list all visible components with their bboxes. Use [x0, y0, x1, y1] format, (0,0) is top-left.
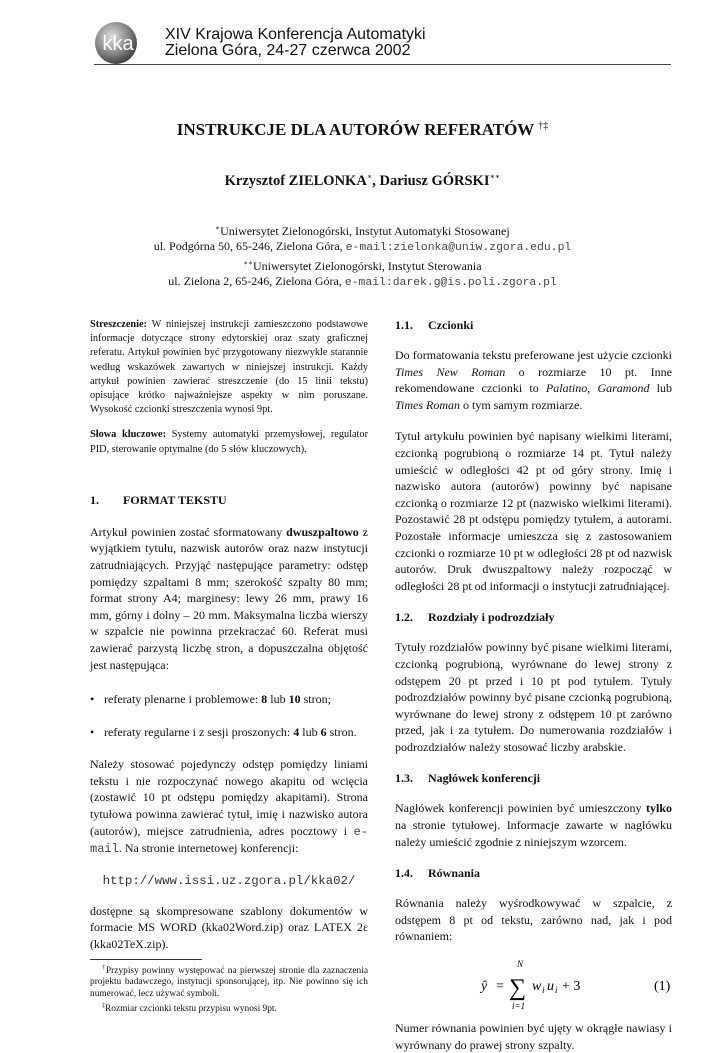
right-column: [395, 316, 672, 1053]
equation-term-w: w: [532, 979, 542, 995]
footnote-2: ‡Rozmiar czcionki tekstu przypisu wynosi 9pt.: [102, 1002, 277, 1014]
subsection-1-1-paragraph-2: Tytuł artykułu powinien być napisany wielkimi literami, czcionką pogrubioną o rozmiarze 14 pt. Tytuł należy umieścić w odległości 42 pt od góry strony. Imię i nazwisko autora (autorów) powinny być napisane czcionką o rozmiarze 12 pt (nazwisko wielkimi literami). Pozostawić 28 pt odstępu pomiędzy tytułem, a autorami. Pozostałe informacje umieszcza się z zastosowaniem czcionki o rozmiarze 10 pt w odległości 28 pt od nazwisk autorów. Druk dwuszpaltowy należy rozpocząć w odległości 28 pt od informacji o instytucji zatrudniającej.: [395, 429, 672, 593]
list-item: • referaty regularne i z sesji proszonych: 4 lub 6 stron.: [90, 725, 357, 740]
conference-location-date: Zielona Góra, 24-27 czerwca 2002: [165, 42, 411, 59]
section-1-paragraph-1: Artykuł powinien zostać sformatowany dwuszpaltowo z wyjątkiem tytułu, nazwisk autorów oraz nazw instytucji zatrudniających. Przyjąć następujące parametry: odstęp pomiędzy szpaltami 8 mm; szerokość szpalty 80 mm; format strony A4; marginesy: lewy 26 mm, prawy 16 mm, górny i dolny – 20 mm. Maksymalna liczba wierszy w szpalcie nie powinna przekraczać 60. Referat musi zawierać parzystą liczbę stron, a dopuszczalna objętość jest następująca:: [90, 524, 368, 672]
subsection-1-3-paragraph: Nagłówek konferencji powinien być umieszczony tylko na stronie tytułowej. Informacje zawarte w nagłówku należy umieścić zgodnie z niniejszym wzorcem.: [395, 801, 672, 849]
paper-title: [0, 120, 725, 140]
abstract: [90, 318, 368, 417]
affiliation-2: [0, 259, 725, 289]
bullet-icon: •: [90, 725, 95, 740]
footnote-1: †Przypisy powinny występować na pierwszej stronie dla zaznaczenia projektu badawczego, instytucji sponsorującej, itp. Nie powinno się ich numerować, lecz używać symboli.: [90, 964, 368, 1000]
emphasis-bold: dwuszpaltowo: [286, 524, 359, 539]
affiliation-1-institute: Uniwersytet Zielonogórski, Instytut Automatyki Stosowanej: [220, 224, 510, 238]
keywords-text: Systemy automatyki przemysłowej, regulator PID, sterowanie optymalne (do 5 słów kluczowych).: [90, 429, 368, 455]
author-1-mark: ∗: [366, 172, 373, 181]
abstract-label: Streszczenie:: [90, 319, 147, 330]
title-text: INSTRUKCJE DLA AUTORÓW REFERATÓW: [176, 120, 534, 139]
affiliation-2-address: ul. Zielona 2, 65-246, Zielona Góra,: [168, 274, 345, 288]
affiliation-1-mark: ∗: [215, 224, 221, 232]
section-1-paragraph-2: Należy stosować pojedynczy odstęp pomiędzy liniami tekstu i nie rozpoczynać nowego akapitu od wcięcia (zostawić 10 pt odstępu pomiędzy akapitami). Strona tytułowa powinna zawierać tytuł, imię i nazwisko autora (autorów), miejsce zatrudnienia, adres pocztowy i e-mail. Na stronie internetowej konferencji:: [90, 757, 368, 857]
sum-icon: ∑: [509, 975, 527, 1002]
sum-lower-limit: i=1: [512, 1001, 526, 1012]
affiliation-1: [0, 224, 725, 254]
author-1: Krzysztof ZIELONKA: [224, 172, 367, 189]
section-1-paragraph-3: dostępne są skompresowane szablony dokumentów w formacie MS WORD (kka02Word.zip) oraz LATEX 2ε (kka02TeX.zip).: [90, 903, 368, 951]
subsection-1-3-heading: 1.3. Nagłówek konferencji: [395, 771, 541, 786]
author-2: Dariusz GÓRSKI: [379, 172, 490, 189]
keywords-label: Słowa kluczowe:: [90, 429, 167, 441]
footnote-rule: [90, 959, 202, 960]
conference-url[interactable]: http://www.issi.uz.zgora.pl/kka02/: [102, 873, 356, 888]
affiliation-2-institute: Uniwersytet Zielonogórski, Instytut Sterowania: [252, 259, 482, 273]
section-1-heading: [90, 493, 368, 508]
equation-lhs: ŷ: [481, 979, 488, 995]
section-1-number: 1.: [90, 492, 99, 507]
subsection-1-4-paragraph-1: Równania należy wyśrodkowywać w szpalcie, z odstępem 8 pt od tekstu, zarówno nad, jak i pod równaniem:: [395, 896, 672, 944]
equation-number: (1): [654, 979, 671, 995]
list-item: • referaty plenarne i problemowe: 8 lub 10 stron;: [90, 692, 331, 707]
conference-logo: [94, 20, 142, 66]
bullet-icon: •: [90, 692, 95, 707]
conference-name: XIV Krajowa Konferencja Automatyki: [165, 26, 426, 43]
affiliation-1-address: ul. Podgórna 50, 65-246, Zielona Góra,: [153, 239, 346, 253]
keywords: [90, 428, 368, 456]
subsection-1-4-paragraph-2: Numer równania powinien być ujęty w okrągłe nawiasy i wyrównany do prawej strony szpalty.: [395, 1021, 672, 1052]
author-separator: ,: [372, 172, 380, 189]
title-footnote-marks: †‡: [538, 120, 549, 132]
sum-upper-limit: N: [517, 959, 524, 970]
header-rule: [94, 64, 671, 65]
bullet-list: [90, 691, 368, 740]
logo-text: kka: [102, 33, 134, 55]
email-word: e-mail: [90, 824, 368, 857]
equation-equals: =: [496, 979, 504, 995]
affiliation-2-mark: ∗∗: [243, 259, 253, 267]
subsection-1-1-heading: 1.1. Czcionki: [395, 318, 474, 332]
subsection-1-2-paragraph: Tytuły rozdziałów powinny być pisane wielkimi literami, czcionką pogrubioną, wyrównane do lewej strony z odstępem 20 pt przed i 10 pt pod tytułem. Tytuły podrozdziałów powinny być pisane czcionką pogrubioną, wyrównane do lewej strony z odstępem 10 pt zarówno przed, jak i za tytułem. Do numerowania rozdziałów i podrozdziałów należy stosować liczby arabskie.: [395, 640, 672, 754]
subsection-1-1-paragraph-1: Do formatowania tekstu preferowane jest użycie czcionki Times New Roman o rozmiarze 10 pt. Inne rekomendowane czcionki to Palatino, Garamond lub Times Roman o tym samym rozmiarze.: [395, 348, 673, 412]
equation-tail: + 3: [562, 979, 581, 995]
affiliation-1-email: e-mail:zielonka@uniw.zgora.edu.pl: [345, 242, 572, 254]
authors: [0, 172, 725, 190]
abstract-text: W niniejszej instrukcji zamieszczono podstawowe informacje dotyczące strony edytorskiej oraz szaty graficznej referatu. Artykuł powinien być przygotowany niezwykle starannie według wskazówek zawartych w niniejszej instrukcji. Każdy artykuł powinien zawierać streszczenie (do 15 linii tekstu) opisujące krótko najważniejsze aspekty w nim poruszane. Wysokość czcionki streszczenia wynosi 9pt.: [90, 319, 369, 416]
equation-sub-1: i: [542, 985, 545, 996]
equation-sub-2: i: [555, 985, 558, 996]
subsection-1-4-heading: 1.4. Równania: [395, 866, 481, 881]
left-column: [90, 316, 368, 1016]
equation-1: [395, 955, 672, 1013]
affiliation-2-email: e-mail:darek.g@is.poli.zgora.pl: [344, 277, 557, 289]
subsection-1-2-heading: 1.2. Rozdziały i podrozdziały: [395, 610, 555, 625]
equation-term-u: u: [547, 979, 554, 995]
author-2-mark: ∗∗: [489, 172, 501, 181]
latex-logo: LATEX 2ε: [313, 920, 368, 935]
section-1-title: FORMAT TEKSTU: [123, 492, 227, 507]
